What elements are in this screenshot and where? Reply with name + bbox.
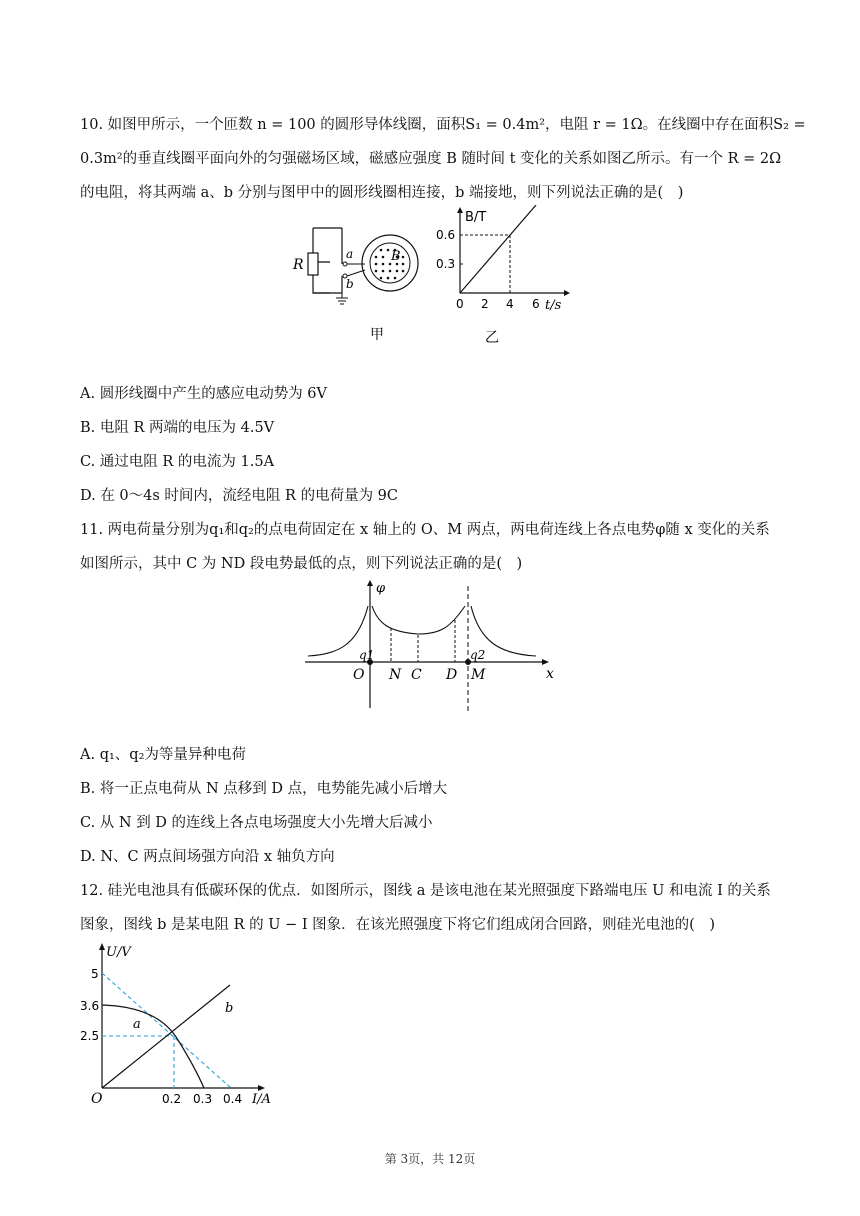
figure-ui-graph (80, 940, 285, 1110)
xtick-0: 0 (456, 297, 464, 311)
label-q1: q1 (359, 648, 375, 662)
q12-line-2: 图象，图线 b 是某电阻 R 的 U − I 图象．在该光照强度下将它们组成闭合回路，则硅光电池的( ) (80, 917, 715, 933)
figure-jia-circuit (285, 220, 425, 345)
xtick-6: 6 (532, 297, 540, 311)
ytick-0-6: 0.6 (436, 228, 456, 242)
label-phi: φ (376, 581, 386, 596)
q11-option-b: B. 将一正点电荷从 N 点移到 D 点，电势能先减小后增大 (80, 781, 448, 797)
label-D: D (446, 667, 458, 683)
ylabel-uv: U/V (106, 945, 131, 960)
xtick-0-3: 0.3 (193, 1092, 213, 1106)
xlabel-ts: t/s (545, 298, 562, 313)
label-R: R (293, 257, 304, 273)
q10-line-3: 的电阻，将其两端 a、b 分别与图甲中的圆形线圈相连接，b 端接地，则下列说法正确的是( ) (80, 185, 684, 201)
label-line-b: b (225, 1001, 234, 1016)
label-x: x (546, 666, 554, 682)
origin-O: O (91, 1091, 103, 1107)
q10-option-d: D. 在 0～4s 时间内，流经电阻 R 的电荷量为 9C (80, 488, 399, 504)
label-b: b (346, 277, 354, 291)
label-q2: q2 (470, 648, 486, 662)
q11-option-c: C. 从 N 到 D 的连线上各点电场强度大小先增大后减小 (80, 815, 433, 831)
q11-option-a: A. q₁、q₂为等量异种电荷 (80, 747, 246, 763)
q10-option-c: C. 通过电阻 R 的电流为 1.5A (80, 454, 275, 470)
ytick-3-6: 3.6 (80, 999, 100, 1013)
ytick-5: 5 (91, 967, 99, 981)
q10-option-a: A. 圆形线圈中产生的感应电动势为 6V (80, 386, 327, 402)
figure-yi-graph (432, 205, 572, 350)
xtick-2: 2 (481, 297, 489, 311)
label-curve-a: a (133, 1017, 141, 1032)
label-a: a (346, 247, 354, 261)
label-O: O (353, 667, 365, 683)
caption-jia: 甲 (370, 327, 384, 343)
q11-line-1: 11. 两电荷量分别为q₁和q₂的点电荷固定在 x 轴上的 O、M 两点，两电荷连线上各点电势φ随 x 变化的关系 (80, 522, 770, 538)
q11-line-2: 如图所示，其中 C 为 ND 段电势最低的点，则下列说法正确的是( ) (80, 556, 523, 572)
label-M: M (471, 667, 486, 683)
ytick-2-5: 2.5 (80, 1029, 100, 1043)
line-b (102, 985, 230, 1088)
ylabel-bt: B/T (465, 210, 487, 225)
q10-line-1: 10. 如图甲所示，一个匝数 n = 100 的圆形导体线圈，面积S₁ = 0.4m²，电阻 r = 1Ω。在线圈中存在面积S₂ = (80, 117, 806, 133)
q10-line-2: 0.3m²的垂直线圈平面向外的匀强磁场区域，磁感应强度 B 随时间 t 变化的关系如图乙所示。有一个 R = 2Ω (80, 151, 782, 167)
xtick-4: 4 (506, 297, 514, 311)
xtick-0-2: 0.2 (162, 1092, 182, 1106)
label-B: B (391, 249, 401, 264)
ytick-0-3: 0.3 (436, 257, 456, 271)
page-footer: 第 3页，共 12页 (384, 1152, 476, 1166)
q12-line-1: 12. 硅光电池具有低碳环保的优点．如图所示，图线 a 是该电池在某光照强度下路端电压 U 和电流 I 的关系 (80, 883, 771, 899)
label-C: C (411, 667, 422, 683)
q10-option-b: B. 电阻 R 两端的电压为 4.5V (80, 420, 275, 436)
xtick-0-4: 0.4 (223, 1092, 243, 1106)
q11-option-d: D. N、C 两点间场强方向沿 x 轴负方向 (80, 849, 335, 865)
xlabel-ia: I/A (252, 1092, 271, 1107)
figure-potential-graph (300, 578, 565, 713)
caption-yi: 乙 (485, 330, 499, 346)
label-N: N (389, 667, 402, 683)
resistor-symbol (308, 253, 318, 275)
